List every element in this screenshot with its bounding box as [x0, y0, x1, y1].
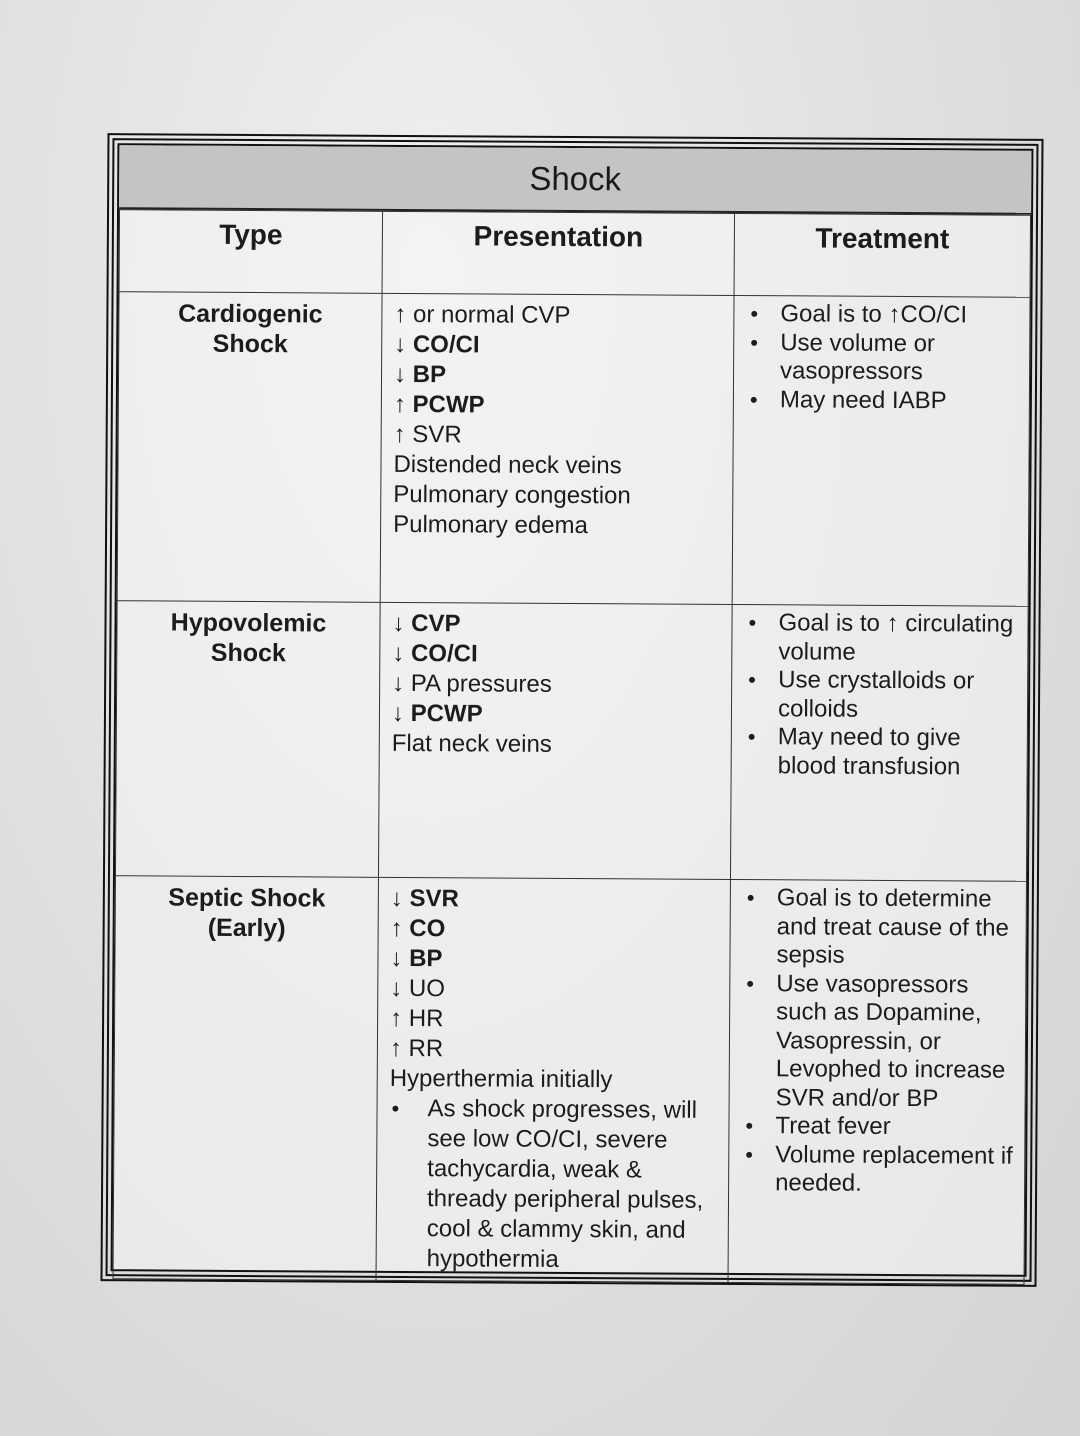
type-cell	[115, 601, 380, 878]
table-row	[117, 292, 1030, 607]
treatment-cell	[730, 604, 1028, 881]
treatment-item: • May need to give blood transfusion	[740, 723, 1019, 782]
treatment-list	[740, 609, 1020, 782]
presentation-item: ↓ BP	[393, 360, 447, 389]
presentation-cell	[378, 602, 732, 879]
presentation-item: ↓ SVR	[390, 884, 459, 913]
presentation-item: ↓ CO/CI	[394, 330, 480, 359]
table-row	[115, 601, 1028, 882]
presentation-item: ↓ BP	[390, 944, 443, 973]
presentation-item: ↓ CO/CI	[392, 639, 478, 668]
presentation-item: ↑ SVR	[393, 420, 462, 449]
treatment-item: • Goal is to ↑ circulating volume	[740, 609, 1019, 668]
presentation-bullet-list	[389, 1094, 719, 1276]
type-label: Hypovolemic	[170, 608, 327, 638]
presentation-item: Pulmonary edema	[393, 510, 588, 540]
presentation-item: ↓ PCWP	[391, 699, 483, 728]
type-cell	[117, 292, 382, 603]
type-label: Septic Shock	[168, 883, 326, 913]
treatment-list	[737, 884, 1018, 1199]
presentation-item: Pulmonary congestion	[393, 480, 631, 510]
presentation-item: ↑ HR	[390, 1004, 444, 1033]
presentation-cell	[380, 293, 734, 604]
presentation-bullet: • As shock progresses, will see low CO/CI, severe tachycardia, weak & thready peripheral pulses, cool & clammy skin, and hypothermia	[389, 1094, 719, 1276]
table-title: Shock	[119, 145, 1031, 215]
treatment-item: • Use vasopressors such as Dopamine, Vasopressin, or Levophed to increase SVR and/or BP	[738, 970, 1018, 1114]
type-label: Shock	[212, 329, 288, 359]
presentation-item: ↑ RR	[389, 1034, 444, 1063]
treatment-cell	[732, 295, 1030, 606]
type-cell	[113, 876, 378, 1281]
shock-table	[113, 209, 1032, 1285]
treatment-item: • May need IABP	[742, 386, 1021, 416]
type-label: (Early)	[207, 913, 286, 943]
treatment-item: • Volume replacement if needed.	[737, 1141, 1016, 1200]
presentation-item: ↑ or normal CVP	[394, 300, 571, 329]
treatment-item: • Treat fever	[737, 1112, 1016, 1142]
treatment-item: • Use crystalloids or colloids	[740, 666, 1019, 725]
presentation-item: ↑ CO	[390, 914, 446, 943]
presentation-item: Distended neck veins	[393, 450, 622, 480]
header-presentation: Presentation	[382, 211, 734, 295]
presentation-item: ↓ CVP	[392, 609, 461, 638]
treatment-item: • Goal is to determine and treat cause of the sepsis	[738, 884, 1018, 971]
header-treatment: Treatment	[734, 213, 1030, 297]
treatment-cell	[728, 879, 1026, 1284]
presentation-item: Flat neck veins	[391, 729, 552, 758]
shock-table-frame	[101, 133, 1044, 1287]
type-label: Cardiogenic	[178, 299, 323, 329]
treatment-item: • Use volume or vasopressors	[742, 329, 1021, 388]
presentation-item: Hyperthermia initially	[389, 1064, 613, 1094]
type-label: Shock	[210, 638, 286, 668]
treatment-item: • Goal is to ↑CO/CI	[742, 300, 1021, 330]
treatment-list	[742, 300, 1022, 416]
presentation-item: ↑ PCWP	[393, 390, 485, 419]
header-type: Type	[119, 210, 382, 294]
header-row	[119, 210, 1030, 298]
presentation-item: ↓ UO	[390, 974, 446, 1003]
presentation-cell	[376, 877, 730, 1282]
presentation-item: ↓ PA pressures	[392, 669, 552, 698]
table-row	[113, 876, 1026, 1285]
